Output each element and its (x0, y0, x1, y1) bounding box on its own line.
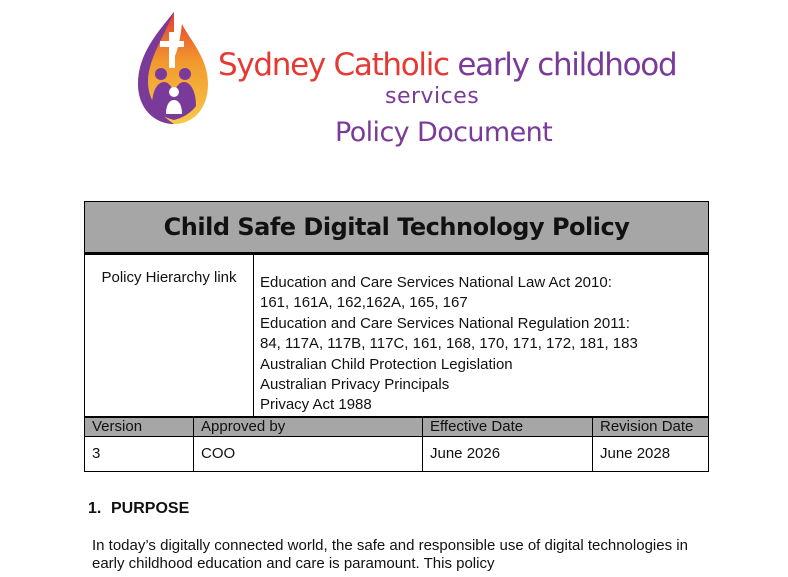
document-type-label: Policy Document (335, 117, 553, 148)
policy-info-table (84, 201, 709, 472)
section-body-text: In today’s digitally connected world, the safe and responsible use of digital technologies in early childhood education and care is paramount. This policy (92, 537, 688, 572)
section-heading (88, 500, 189, 518)
approved-by-value: COO (194, 436, 423, 471)
hierarchy-line: 84, 117A, 117B, 117C, 161, 168, 170, 171, 172, 181, 183 (260, 335, 638, 353)
version-value: 3 (85, 436, 194, 471)
sydney-catholic-logo-icon (134, 10, 210, 128)
policy-hierarchy-label: Policy Hierarchy link (85, 254, 254, 417)
section-number: 1. (88, 500, 102, 517)
brand-name-part1: Sydney Catholic (218, 47, 449, 83)
brand-name (218, 46, 676, 84)
meta-value-row (85, 436, 709, 471)
document-header (0, 0, 788, 160)
section-title: PURPOSE (111, 500, 190, 517)
header-approved-by: Approved by (194, 417, 423, 437)
header-effective-date: Effective Date (423, 417, 593, 437)
hierarchy-line: Australian Child Protection Legislation (260, 355, 513, 373)
effective-date-value: June 2026 (423, 436, 593, 471)
hierarchy-line: Australian Privacy Principals (260, 376, 450, 394)
policy-title: Child Safe Digital Technology Policy (85, 202, 709, 254)
brand-subtitle: services (385, 84, 480, 109)
brand-name-part2: early childhood (457, 47, 677, 83)
meta-header-row (85, 417, 709, 437)
hierarchy-line: 161, 161A, 162,162A, 165, 167 (260, 294, 468, 312)
hierarchy-line: Privacy Act 1988 (260, 396, 372, 414)
hierarchy-line: Education and Care Services National Regulation 2011: (260, 314, 630, 332)
revision-date-value: June 2028 (593, 436, 709, 471)
header-version: Version (85, 417, 194, 437)
policy-hierarchy-links (254, 254, 709, 417)
header-revision-date: Revision Date (593, 417, 709, 437)
hierarchy-line: Education and Care Services National Law Act 2010: (260, 274, 612, 291)
